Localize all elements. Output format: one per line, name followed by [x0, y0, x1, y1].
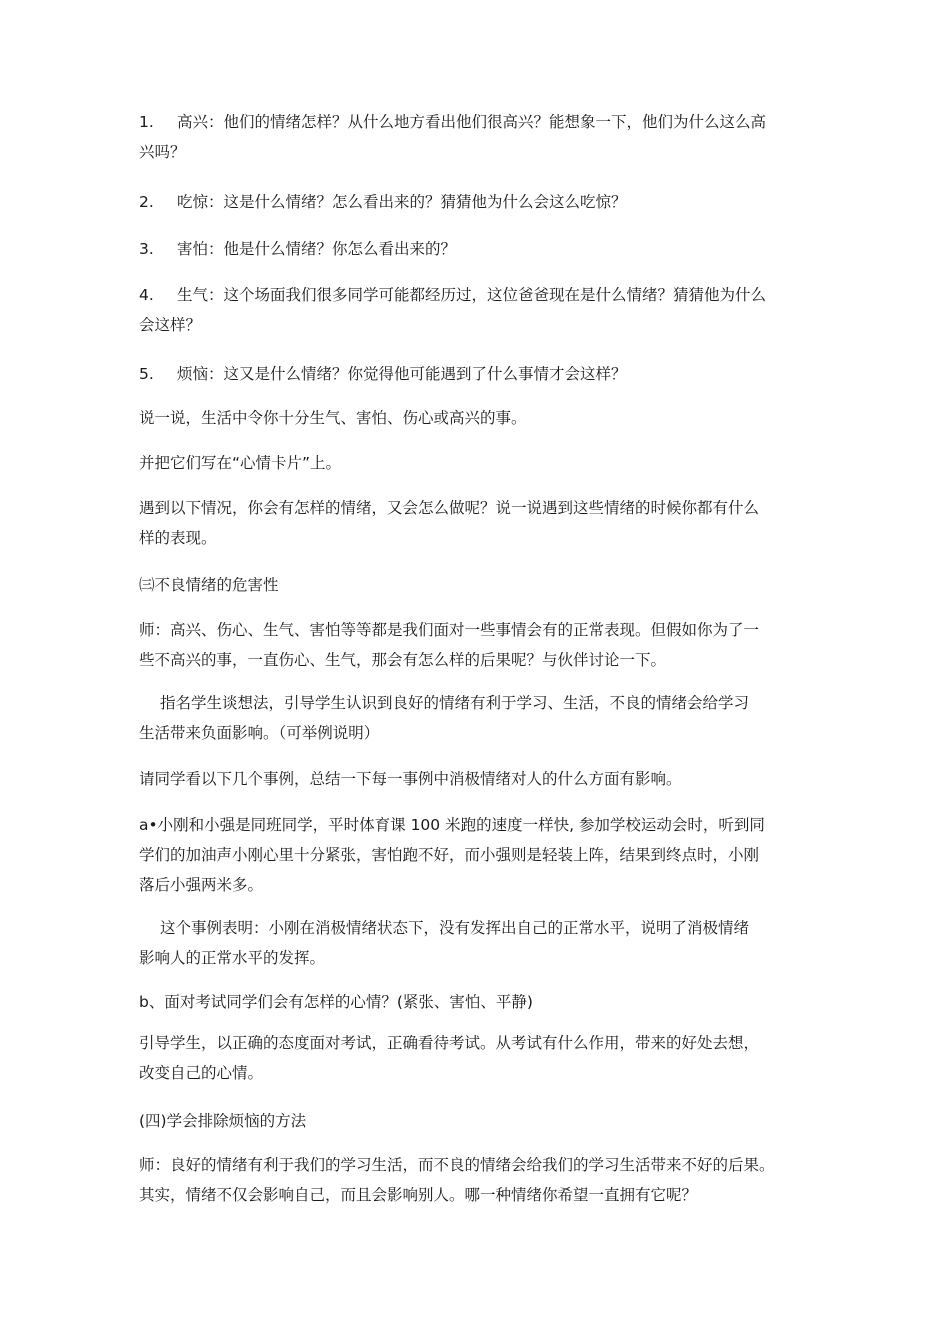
list-number: 3.	[139, 240, 154, 258]
list-number: 2.	[139, 193, 154, 211]
list-item-happy	[139, 107, 829, 167]
list-item-annoyed	[139, 359, 829, 389]
paragraph-situations: 遇到以下情况，你会有怎样的情绪，又会怎么做呢？说一说遇到这些情绪的时候你都有什么 样的表现。	[139, 499, 760, 547]
list-item-fear	[139, 234, 829, 264]
paragraph-teacher-1: 师：高兴、伤心、生气、害怕等等都是我们面对一些事情会有的正常表现。但假如你为了一 些不高兴的事，一直伤心、生气，那会有怎么样的后果呢？与伙伴讨论一下。	[139, 621, 760, 669]
case-b: b、面对考试同学们会有怎样的心情？(紧张、害怕、平静)	[139, 993, 533, 1011]
case-a: a•小刚和小强是同班同学，平时体育课 100 米跑的速度一样快, 参加学校运动会时，听到同 学们的加油声小刚心里十分紧张，害怕跑不好，而小强则是轻装上阵，结果到终点时，小刚 落后小强两米多。	[139, 816, 765, 894]
list-text: 烦恼：这又是什么情绪？你觉得他可能遇到了什么事情才会这样？	[177, 365, 627, 383]
paragraph-teacher-2: 师：良好的情绪有利于我们的学习生活，而不良的情绪会给我们的学习生活带来不好的后果。 其实，情绪不仅会影响自己，而且会影响别人。哪一种情绪你希望一直拥有它呢？	[139, 1156, 775, 1204]
list-text: 高兴：他们的情绪怎样？从什么地方看出他们很高兴？能想象一下，他们为什么这么高	[177, 113, 767, 131]
list-item-surprise	[139, 187, 829, 217]
paragraph-case-conclusion: 这个事例表明：小刚在消极情绪状态下，没有发挥出自己的正常水平，说明了消极情绪 影响人的正常水平的发挥。	[139, 919, 750, 967]
paragraph-exam: 引导学生，以正确的态度面对考试，正确看待考试。从考试有什么作用，带来的好处去想， 改变自己的心情。	[139, 1034, 760, 1082]
paragraph-guide: 指名学生谈想法，引导学生认识到良好的情绪有利于学习、生活，不良的情绪会给学习 生活带来负面影响。（可举例说明）	[139, 694, 750, 742]
list-text: 生气：这个场面我们很多同学可能都经历过，这位爸爸现在是什么情绪？猜猜他为什么	[177, 286, 767, 304]
paragraph-say: 说一说，生活中令你十分生气、害怕、伤心或高兴的事。	[139, 409, 527, 427]
list-text-continued: 会这样？	[139, 316, 202, 334]
paragraph-mood-card: 并把它们写在“心情卡片”上。	[139, 454, 342, 472]
list-text: 吃惊：这是什么情绪？怎么看出来的？猜猜他为什么会这么吃惊？	[177, 193, 627, 211]
list-number: 5.	[139, 365, 154, 383]
list-item-angry	[139, 280, 829, 340]
paragraph-cases-intro: 请同学看以下几个事例，总结一下每一事例中消极情绪对人的什么方面有影响。	[139, 770, 682, 788]
list-text-continued: 兴吗？	[139, 143, 186, 161]
list-number: 1.	[139, 113, 154, 131]
section-heading-4: (四)学会排除烦恼的方法	[139, 1112, 307, 1130]
section-heading-3: ㈢不良情绪的危害性	[139, 576, 279, 594]
list-text: 害怕：他是什么情绪？你怎么看出来的？	[177, 240, 457, 258]
list-number: 4.	[139, 286, 154, 304]
